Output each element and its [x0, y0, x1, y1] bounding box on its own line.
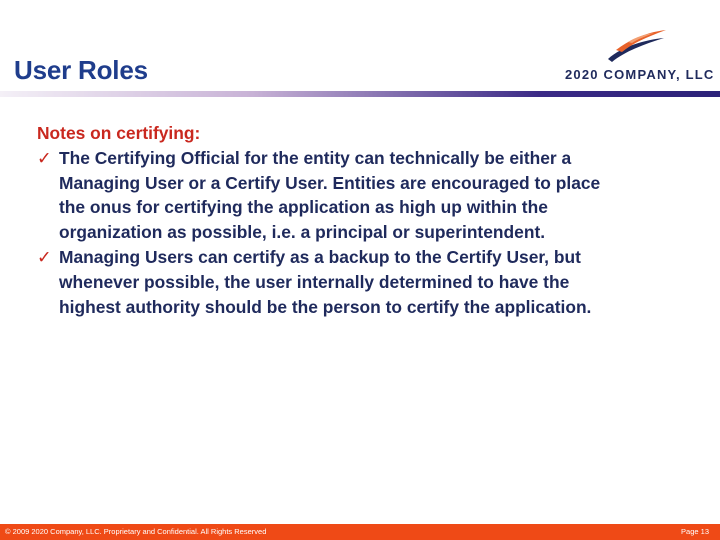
title-divider	[0, 91, 720, 97]
check-mark-icon: ✓	[37, 147, 52, 168]
bullet-item	[37, 146, 707, 245]
bullet-text: Managing Users can certify as a backup to the Certify User, but whenever possible, the user internally determined to have the highest authority should be the person to certify the application.	[59, 246, 592, 317]
content-heading: Notes on certifying:	[37, 123, 201, 143]
bullet-text: The Certifying Official for the entity can technically be either a Managing User or a Certify User. Entities are encouraged to place the onus for certifying the application as high up within the organization as possible, i.e. a principal or superintendent.	[59, 147, 601, 243]
company-logo	[560, 28, 720, 88]
footer-copyright: © 2009 2020 Company, LLC. Proprietary and Confidential. All Rights Reserved	[5, 527, 267, 536]
bullet-item	[37, 245, 707, 319]
footer-bar	[0, 524, 720, 540]
page-number: Page 13	[681, 527, 709, 536]
slide-title: User Roles	[14, 55, 148, 85]
check-mark-icon: ✓	[37, 246, 52, 267]
logo-swoosh-icon	[606, 28, 666, 64]
content-body	[37, 121, 707, 319]
logo-text: 2020 COMPANY, LLC	[565, 67, 715, 82]
